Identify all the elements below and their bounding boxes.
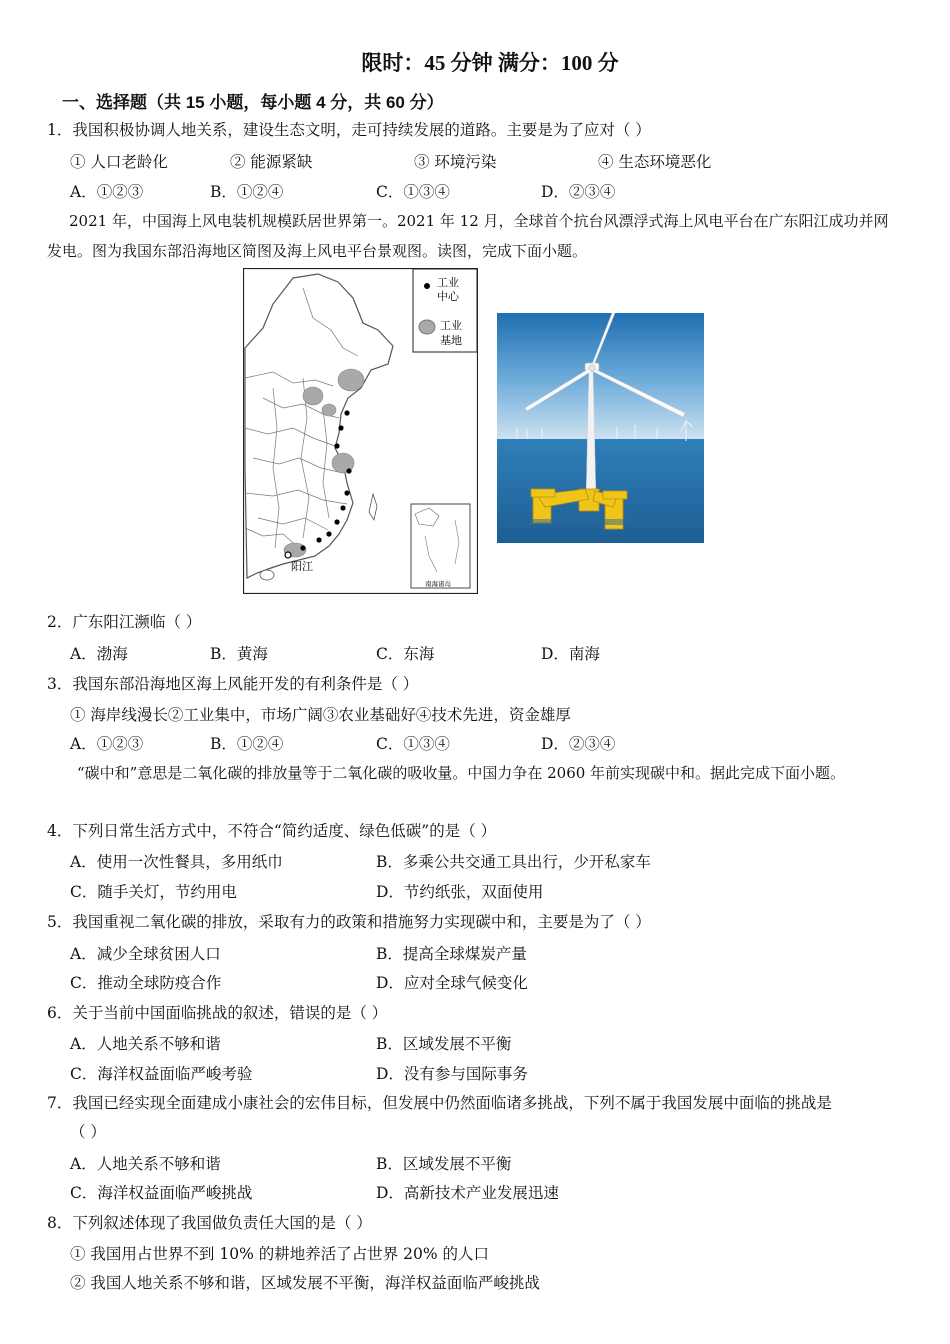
- q1-option-b: B．①②④: [210, 183, 284, 201]
- q7-stem: 7．我国已经实现全面建成小康社会的宏伟目标，但发展中仍然面临诸多挑战，下列不属于我国发展中面临的挑战是: [47, 1094, 832, 1112]
- page-title: 限时：45 分钟 满分：100 分: [361, 51, 619, 75]
- q5-stem: 5．我国重视二氧化碳的排放，采取有力的政策和措施努力实现碳中和，主要是为了（ ）: [47, 913, 651, 931]
- q8-item-1: ① 我国用占世界不到 10% 的耕地养活了占世界 20% 的人口: [70, 1245, 490, 1263]
- legend-center-dot: [424, 283, 430, 289]
- q4-option-a: A．使用一次性餐具，多用纸巾: [70, 853, 283, 871]
- yangjiang-marker: [285, 552, 291, 558]
- q1-option-a: A．①②③: [70, 183, 144, 201]
- q5-option-c: C．推动全球防疫合作: [70, 974, 222, 992]
- q6-stem: 6．关于当前中国面临挑战的叙述，错误的是（ ）: [47, 1004, 388, 1022]
- section-heading: 一、选择题（共 15 小题，每小题 4 分，共 60 分）: [62, 93, 444, 112]
- q1-item-4: ④ 生态环境恶化: [598, 153, 712, 171]
- inset-label: 南海诸岛: [425, 580, 451, 588]
- q7-option-b: B．区域发展不平衡: [376, 1155, 512, 1173]
- legend-base-swatch: [419, 320, 435, 334]
- wind-platform-photo: [497, 313, 704, 543]
- q3-option-c: C．①③④: [376, 735, 450, 753]
- q4-option-c: C．随手关灯，节约用电: [70, 883, 237, 901]
- q2-stem: 2．广东阳江濒临（ ）: [47, 613, 202, 631]
- material-1: 2021 年，中国海上风电装机规模跃居世界第一。2021 年 12 月，全球首个抗台风漂浮式海上风电平台在广东阳江成功并网发电。图为我国东部沿海地区简图及海上风电平台景观图。读图，完成下面小题。: [47, 212, 889, 260]
- q7-option-a: A．人地关系不够和谐: [70, 1155, 221, 1173]
- q1-item-1: ① 人口老龄化: [70, 153, 168, 171]
- hainan-island: [260, 570, 274, 580]
- q3-option-a: A．①②③: [70, 735, 144, 753]
- q7-option-d: D．高新技术产业发展迅速: [376, 1184, 559, 1202]
- sea: [497, 439, 704, 543]
- q4-option-d: D．节约纸张，双面使用: [376, 883, 544, 901]
- yangjiang-label: 阳江: [291, 560, 313, 573]
- coastal-map: [243, 268, 478, 594]
- q7-stem-continued: （ ）: [70, 1123, 106, 1141]
- q8-item-2: ② 我国人地关系不够和谐，区域发展不平衡，海洋权益面临严峻挑战: [70, 1274, 540, 1292]
- q1-item-2: ② 能源紧缺: [230, 153, 313, 171]
- q3-items: ① 海岸线漫长②工业集中，市场广阔③农业基础好④技术先进，资金雄厚: [70, 706, 571, 724]
- q4-stem: 4．下列日常生活方式中，不符合“简约适度、绿色低碳”的是（ ）: [47, 822, 497, 840]
- q7-option-c: C．海洋权益面临严峻挑战: [70, 1184, 253, 1202]
- q5-option-d: D．应对全球气候变化: [376, 974, 528, 992]
- q6-option-c: C．海洋权益面临严峻考验: [70, 1065, 253, 1083]
- q8-stem: 8．下列叙述体现了我国做负责任大国的是（ ）: [47, 1214, 372, 1232]
- q1-stem: 1．我国积极协调人地关系，建设生态文明，走可持续发展的道路。主要是为了应对（ ）: [47, 121, 651, 139]
- q3-option-d: D．②③④: [541, 735, 616, 753]
- q2-option-b: B．黄海: [210, 645, 268, 663]
- q1-item-3: ③ 环境污染: [414, 153, 497, 171]
- q5-option-b: B．提高全球煤炭产量: [376, 945, 527, 963]
- q1-option-d: D．②③④: [541, 183, 616, 201]
- q2-option-d: D．南海: [541, 645, 600, 663]
- q1-option-c: C．①③④: [376, 183, 450, 201]
- q2-option-c: C．东海: [376, 645, 435, 663]
- material-2: “碳中和”意思是二氧化碳的排放量等于二氧化碳的吸收量。中国力争在 2060 年前实现碳中和。据此完成下面小题。: [77, 764, 846, 782]
- q6-option-b: B．区域发展不平衡: [376, 1035, 512, 1053]
- q6-option-a: A．人地关系不够和谐: [70, 1035, 221, 1053]
- q5-option-a: A．减少全球贫困人口: [70, 945, 221, 963]
- q3-option-b: B．①②④: [210, 735, 284, 753]
- sky: [497, 313, 704, 441]
- legend-center-label-1: 工业: [437, 276, 459, 289]
- q6-option-d: D．没有参与国际事务: [376, 1065, 528, 1083]
- q3-stem: 3．我国东部沿海地区海上风能开发的有利条件是（ ）: [47, 675, 419, 693]
- q4-option-b: B．多乘公共交通工具出行，少开私家车: [376, 853, 651, 871]
- q2-option-a: A．渤海: [70, 645, 128, 663]
- legend-center-label-2: 中心: [437, 290, 459, 303]
- legend-base-label-1: 工业: [440, 319, 462, 332]
- legend-base-label-2: 基地: [440, 334, 462, 347]
